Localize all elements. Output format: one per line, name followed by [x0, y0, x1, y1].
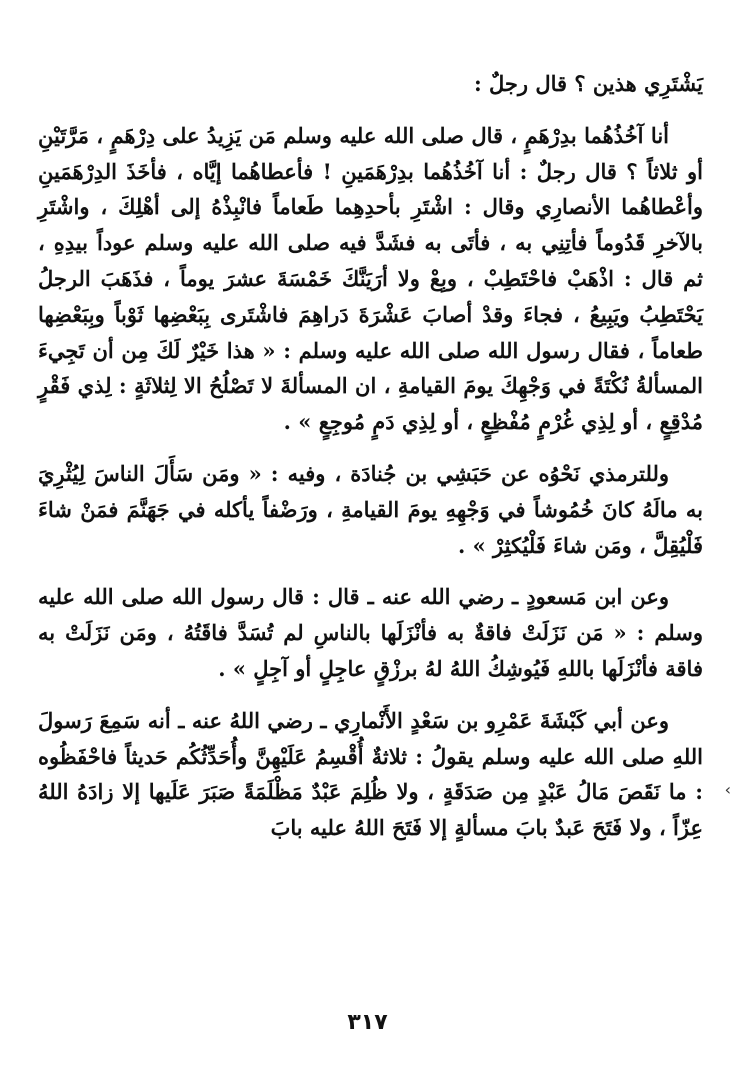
- page-body-text: [38, 66, 703, 846]
- paragraph-anas-hadith: أنا آخُذُهُما بدِرْهَمٍ ، قال صلى الله عليه وسلم مَن يَزِيدُ على دِرْهَمٍ ، مَرَّتَيْنِ أو ثلاثاً ؟ قال رجلٌ : أنا آخُذُهُما بدِرْهَمَينِ ! فأعطاهُما إيَّاه ، فأخَذَ الدِرْهَمَينِ وأعْطاهُما الأنصارِي وقال : اشْتَرِ بأحدِهِما طَعاماً فانْبِذْهُ إلى أهْلِكَ ، واشْتَرِ بالآخرِ قَدُوماً فأتِنِي به ، فأتَى به فشَدَّ فيه صلى الله عليه وسلم عوداً بيدِهِ ، ثم قال : اذْهَبْ فاحْتَطِبْ ، وبِعْ ولا أرَيَنَّكَ خَمْسَةَ عشرَ يوماً ، فذَهَبَ الرجلُ يَحْتَطِبُ ويَبِيعُ ، فجاءَ وقدْ أصابَ عَشْرَةَ دَراهِمَ فاشْتَرى بِبَعْضِها ثَوْباً وبِبَعْضِها طعاماً ، فقال رسول الله صلى الله عليه وسلم : « هذا خَيْرٌ لَكَ مِن أن تَجِيءَ المسألةُ نُكْتَةً في وَجْهِكَ يومَ القيامةِ ، ان المسألةَ لا تَصْلُحُ الا لِثلاثَةٍ : لِذي فَقْرٍ مُدْقِعٍ ، أو لِذِي غُرْمٍ مُفْظِعٍ ، أو لِذِي دَمٍ مُوجِعٍ » .: [38, 122, 703, 435]
- paragraph-abu-kabsha: وعن أبي كَبْشَةَ عَمْرِو بن سَعْدٍ الأَنْمارِي ـ رضي اللهُ عنه ـ أنه سَمِعَ رَسولَ اللهِ صلى الله عليه وسلم يقولُ : ثلاثةٌ أُقْسِمُ عَلَيْهِنَّ وأُحَدِّثُكُم حَديثاً فاحْفَظُوه : ما نَقَصَ مَالُ عَبْدٍ مِن صَدَقَةٍ ، ولا ظُلِمَ عَبْدٌ مَظْلَمَةً صَبَرَ عَلَيها إلا زادَهُ اللهُ عِزّاً ، ولا فَتَحَ عَبدٌ بابَ مسألةٍ إلا فَتَحَ اللهُ عليه بابَ: [38, 707, 703, 841]
- paragraph-ibn-masud: وعن ابن مَسعودٍ ـ رضي الله عنه ـ قال : قال رسول الله صلى الله عليه وسلم : « مَن نَزَلَتْ فاقةٌ به فأنْزَلَها بالناسِ لم تُسَدَّ فاقَتُهُ ، ومَن نَزَلَتْ به فاقة فأنْزَلَها باللهِ فَيُوشِكُ اللهُ لهُ برزْقٍ عاجِلٍ أو آجِلٍ » .: [38, 584, 703, 681]
- paragraph-continuation: يَشْتَرِي هذين ؟ قال رجلٌ :: [473, 71, 703, 96]
- margin-mark: ‹: [724, 780, 731, 799]
- page-number: ٣١٧: [347, 1010, 388, 1035]
- paragraph-tirmidhi: وللترمذي نَحْوُه عن حَبَشِي بن جُنادَة ، وفيه : « ومَن سَأَلَ الناسَ لِيُثْرِيَ به مالَهُ كانَ خُمُوشاً في وَجْهِهِ يومَ القيامةِ ، ورَضْفاً يأكله في جَهَنَّمَ فمَنْ شاءَ فَلْيُقِلَّ ، ومَن شاءَ فَلْيُكثِرْ » .: [38, 460, 703, 558]
